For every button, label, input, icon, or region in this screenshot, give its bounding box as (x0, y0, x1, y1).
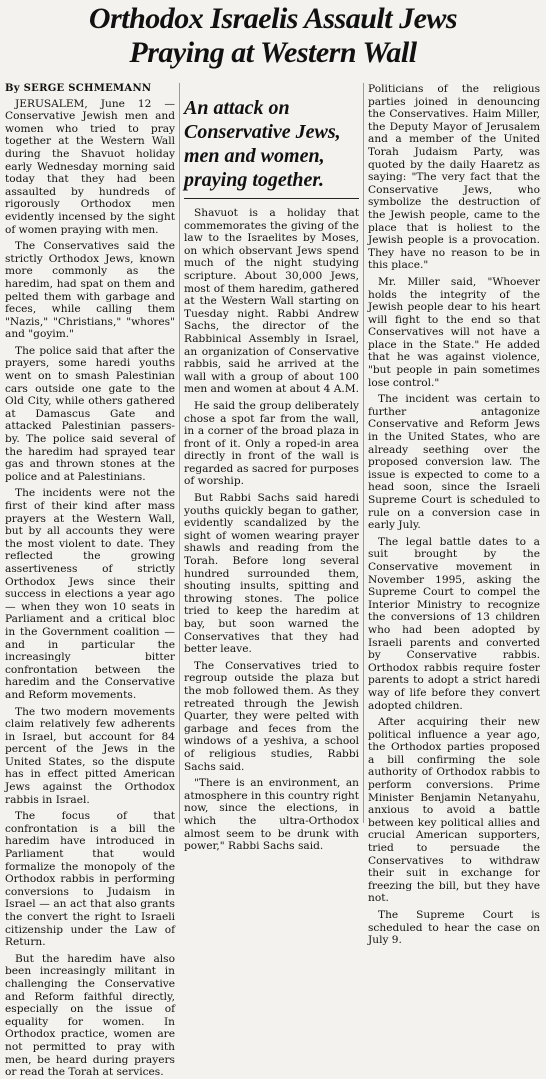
article-column-3 (368, 83, 540, 947)
paragraph: The incidents were not the first of their kind after mass prayers at the Western Wall, but by all accounts they were the most violent to date. They reflected the growing assertiveness of strictly Orthodox Jews since their success in elections a year ago — when they won 10 seats in Parliament and a critical bloc in the Government coalition — and in particular the increasingly bitter confrontation between the haredim and the Conservative and Reform movements. (5, 487, 175, 701)
paragraph: Politicians of the religious parties joined in denouncing the Conservatives. Haim Miller, the Deputy Mayor of Jerusalem and a member of the United Torah Judaism Party, was quoted by the daily Haaretz as saying: "The very fact that the Conservative Jews, who symbolize the destruction of the Jewish people, came to the place that is holiest to the Jewish people is a provocation. They have no reason to be in this place." (368, 83, 540, 272)
paragraph: But Rabbi Sachs said haredi youths quickly began to gather, evidently scandalized by the sight of women wearing prayer shawls and reading from the Torah. Before long several hundred surrounded them, shouting insults, spitting and throwing stones. The police tried to keep the haredim at bay, but soon warned the Conservatives that they had better leave. (184, 492, 359, 656)
paragraph: The focus of that confrontation is a bill the haredim have introduced in Parliament that would formalize the monopoly of the Orthodox rabbis in performing conversions to Judaism in Israel — an act that also grants the convert the right to Israeli citizenship under the Law of Return. (5, 810, 175, 949)
article-column-1 (5, 83, 175, 1079)
paragraph: Shavuot is a holiday that commemorates the giving of the law to the Israelites by Moses, on which observant Jews spend much of the night studying scripture. About 30,000 Jews, most of them haredim, gathered at the Western Wall starting on Tuesday night. Rabbi Andrew Sachs, the director of the Rabbinical Assembly in Israel, an organization of Conservative rabbis, said he arrived at the wall with a group of about 100 men and women at about 4 A.M. (184, 207, 359, 396)
paragraph: JERUSALEM, June 12 — Conservative Jewish men and women who tried to pray together at the Western Wall during the Shavuot holiday early Wednesday morning said today that they had been assaulted by hundreds of rigorously Orthodox men evidently incensed by the sight of women praying with men. (5, 97, 175, 236)
paragraph: The two modern movements claim relatively few adherents in Israel, but account for 84 percent of the Jews in the United States, so the dispute has in effect pitted American Jews against the Orthodox rabbis in Israel. (5, 705, 175, 806)
paragraph: "There is an environment, an atmosphere in this country right now, since the elections, in which the ultra-Orthodox almost seem to be drunk with power," Rabbi Sachs said. (184, 777, 359, 853)
paragraph: After acquiring their new political influence a year ago, the Orthodox parties proposed a bill confirming the sole authority of Orthodox rabbis to perform conversions. Prime Minister Benjamin Netanyahu, anxious to avoid a battle between key political allies and crucial American supporters, tried to persuade the Conservatives to withdraw their suit in exchange for freezing the bill, but they have not. (368, 716, 540, 905)
paragraph: The Supreme Court is scheduled to hear the case on July 9. (368, 909, 540, 947)
paragraph: The legal battle dates to a suit brought by the Conservative movement in November 1995, asking the Supreme Court to compel the Interior Ministry to recognize the conversions of 13 children who had been adopted by Israeli parents and converted by Conservative rabbis. Orthodox rabbis require foster parents to adopt a strict haredi way of life before they convert adopted children. (368, 535, 540, 712)
paragraph: But the haredim have also been increasingly militant in challenging the Conservative and Reform faithful directly, especially on the issue of equality for women. In Orthodox practice, women are not permitted to pray with men, be heard during prayers or read the Torah at services. (5, 952, 175, 1079)
headline-line-2: Praying at Western Wall (129, 36, 417, 69)
headline-line-1: Orthodox Israelis Assault Jews (88, 2, 458, 35)
byline: By SERGE SCHMEMANN (5, 83, 152, 94)
paragraph: The incident was certain to further antagonize Conservative and Reform Jews in the United States, who are already seething over the proposed conversion law. The issue is expected to come to a head soon, since the Israeli Supreme Court is scheduled to rule on a conversion case in early July. (368, 393, 540, 532)
article-column-2 (184, 96, 359, 853)
column-rule (363, 83, 364, 823)
headline (0, 2, 546, 70)
paragraph: Mr. Miller said, "Whoever holds the integrity of the Jewish people dear to his heart will fight to the end so that Conservatives will not have a place in the State." He added that he was against violence, "but people in pain sometimes lose control." (368, 275, 540, 389)
pull-quote: An attack on Conservative Jews, men and women, praying together. (184, 96, 359, 199)
paragraph: He said the group deliberately chose a spot far from the wall, in a corner of the broad plaza in front of it. Only a roped-in area directly in front of the wall is regarded as sacred for purposes of worship. (184, 399, 359, 488)
paragraph: The police said that after the prayers, some haredi youths went on to smash Palestinian cars outside one gate to the Old City, while others gathered at Damascus Gate and attacked Palestinian passers-by. The police said several of the haredim had sprayed tear gas and thrown stones at the police and at Palestinians. (5, 344, 175, 483)
column-rule (179, 83, 180, 823)
paragraph: The Conservatives said the strictly Orthodox Jews, known more commonly as the haredim, had spat on them and pelted them with garbage and feces, while calling them "Nazis," "Christians," "whores" and "goyim." (5, 240, 175, 341)
paragraph: The Conservatives tried to regroup outside the plaza but the mob followed them. As they retreated through the Jewish Quarter, they were pelted with garbage and feces from the windows of a yeshiva, a school of religious studies, Rabbi Sachs said. (184, 659, 359, 773)
